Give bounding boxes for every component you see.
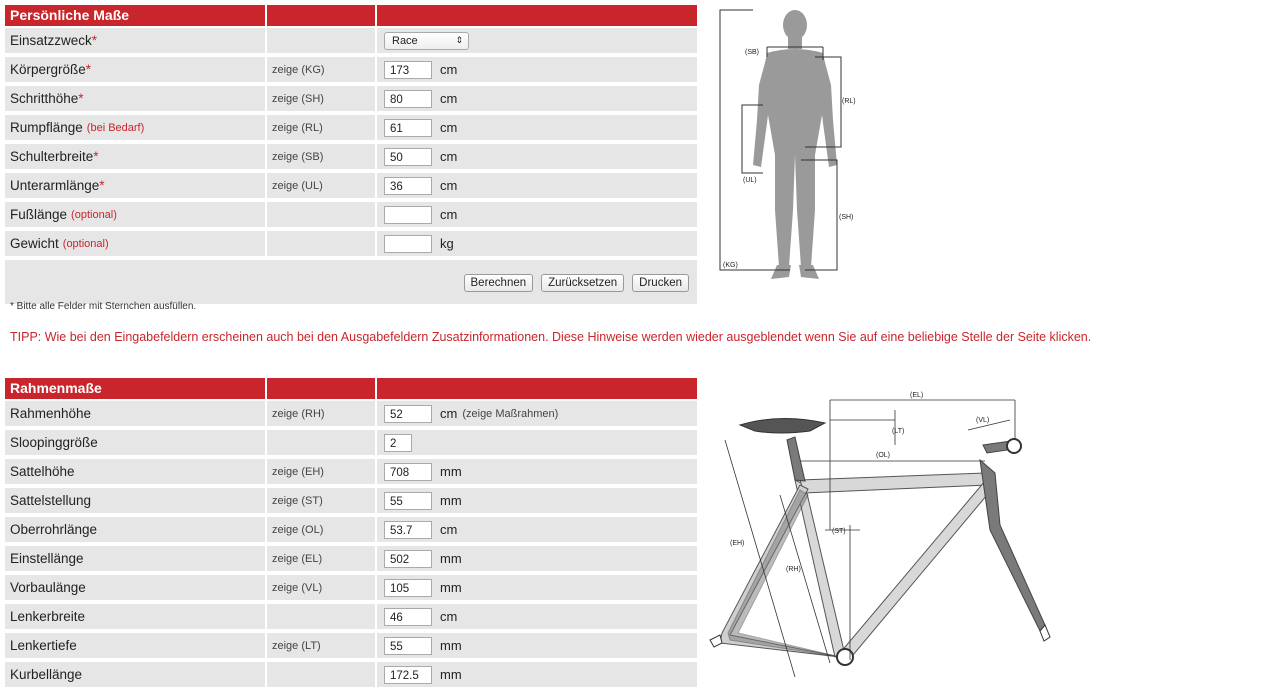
required-marker: * [85, 62, 92, 77]
label-rl: (RL) [842, 98, 856, 105]
personal-row-schritthoehe [5, 84, 697, 113]
label-rh: (RH) [786, 566, 801, 573]
show-hint-link[interactable]: zeige (KG) [272, 63, 325, 76]
frame-row-sattelhoehe [5, 457, 697, 486]
unit-label: cm [440, 178, 458, 193]
bike-frame-figure [700, 385, 1060, 677]
required-marker: * [99, 178, 105, 193]
unit-label: cm [440, 62, 458, 77]
show-hint-link[interactable]: zeige (RL) [272, 121, 323, 134]
frame-title: Rahmenmaße [5, 378, 267, 399]
show-frame-link[interactable]: (zeige Maßrahmen) [462, 407, 559, 420]
lenkertiefe-input[interactable]: 55 [384, 637, 432, 655]
select-value: Race [392, 34, 418, 47]
field-label: Unterarmlänge [10, 178, 100, 193]
gewicht-input[interactable] [384, 235, 432, 253]
optional-marker: (optional) [62, 237, 109, 250]
personal-row-fusslaenge [5, 200, 697, 229]
label-st: (ST) [832, 528, 846, 535]
field-label: Gewicht [10, 236, 59, 251]
kurbellaenge-input[interactable]: 172.5 [384, 666, 432, 684]
field-label: Sattelstellung [10, 493, 92, 508]
reset-button[interactable]: Zurücksetzen [541, 274, 624, 292]
field-label: Vorbaulänge [10, 580, 86, 595]
label-vl: (VL) [976, 417, 990, 424]
human-silhouette [753, 10, 837, 279]
label-sb: (SB) [745, 49, 759, 56]
frame-row-einstellaenge [5, 544, 697, 573]
unit-label: cm [440, 207, 458, 222]
sattelstellung-input[interactable]: 55 [384, 492, 432, 510]
field-label: Kurbellänge [10, 667, 83, 682]
field-label: Körpergröße [10, 62, 86, 77]
required-marker: * [91, 33, 98, 48]
personal-row-gewicht [5, 229, 697, 258]
frame-row-kurbellaenge [5, 660, 697, 689]
schulterbreite-input[interactable]: 50 [384, 148, 432, 166]
frame-row-lenkerbreite [5, 602, 697, 631]
show-hint-link[interactable]: zeige (UL) [272, 179, 323, 192]
show-hint-link[interactable]: zeige (VL) [272, 581, 323, 594]
frame-row-oberrohrlaenge [5, 515, 697, 544]
required-marker: * [93, 149, 99, 164]
personal-header [5, 5, 697, 26]
unit-label: cm [440, 522, 458, 537]
sloopinggroesse-input[interactable]: 2 [384, 434, 412, 452]
show-hint-link[interactable]: zeige (LT) [272, 639, 321, 652]
personal-row-schulterbreite [5, 142, 697, 171]
unit-label: cm [440, 609, 458, 624]
frame-header [5, 378, 697, 399]
show-hint-link[interactable]: zeige (EL) [272, 552, 323, 565]
field-label: Sloopinggröße [10, 435, 98, 450]
label-ol: (OL) [876, 452, 890, 459]
field-label: Lenkerbreite [10, 609, 86, 624]
unit-label: mm [440, 638, 462, 653]
unit-label: cm [440, 149, 458, 164]
field-label: Lenkertiefe [10, 638, 77, 653]
required-note: * Bitte alle Felder mit Sternchen ausfüllen. [10, 301, 197, 312]
field-label: Rumpflänge [10, 120, 83, 135]
rahmenhoehe-input[interactable]: 52 [384, 405, 432, 423]
field-label: Fußlänge [10, 207, 68, 222]
personal-measures-table [5, 5, 697, 304]
unit-label: mm [440, 493, 462, 508]
frame-row-vorbaulaenge [5, 573, 697, 602]
frame-row-sloopinggroesse [5, 428, 697, 457]
unit-label: mm [440, 464, 462, 479]
unit-label: kg [440, 236, 454, 251]
unit-label: mm [440, 580, 462, 595]
optional-marker: (bei Bedarf) [86, 121, 145, 134]
rumpflaenge-input[interactable]: 61 [384, 119, 432, 137]
field-label: Sattelhöhe [10, 464, 75, 479]
field-label: Rahmenhöhe [10, 406, 92, 421]
personal-row-unterarmlaenge [5, 171, 697, 200]
required-marker: * [78, 91, 84, 106]
tip-text: TIPP: Wie bei den Eingabefeldern erscheinen auch bei den Ausgabefeldern Zusatzinformationen. Diese Hinweise werden wieder ausgeblendet wenn Sie auf eine beliebige Stelle der Seite klicken. [10, 330, 1092, 344]
unit-label: cm [440, 120, 458, 135]
unterarmlaenge-input[interactable]: 36 [384, 177, 432, 195]
select-arrow-icon: ⇕ [455, 35, 463, 45]
field-label: Oberrohrlänge [10, 522, 98, 537]
label-ul: (UL) [743, 177, 757, 184]
body-measure-figure [715, 5, 865, 287]
calculate-button[interactable]: Berechnen [464, 274, 534, 292]
show-hint-link[interactable]: zeige (OL) [272, 523, 324, 536]
personal-title: Persönliche Maße [5, 5, 267, 26]
frame-measures-table [5, 378, 697, 689]
purpose-select[interactable] [384, 32, 469, 50]
vorbaulaenge-input[interactable]: 105 [384, 579, 432, 597]
personal-row-koerpergroesse [5, 55, 697, 84]
show-hint-link[interactable]: zeige (EH) [272, 465, 324, 478]
show-hint-link[interactable]: zeige (SB) [272, 150, 324, 163]
unit-label: cm [440, 91, 458, 106]
personal-row-einsatzzweck [5, 26, 697, 55]
field-label: Schulterbreite [10, 149, 94, 164]
unit-label: cm [440, 406, 458, 421]
print-button[interactable]: Drucken [632, 274, 689, 292]
frame-row-sattelstellung [5, 486, 697, 515]
label-lt: (LT) [892, 428, 905, 435]
field-label: Einstellänge [10, 551, 84, 566]
show-hint-link[interactable]: zeige (RH) [272, 407, 325, 420]
field-label: Einsatzzweck [10, 33, 92, 48]
lenkerbreite-input[interactable]: 46 [384, 608, 432, 626]
optional-marker: (optional) [71, 208, 117, 221]
sattelhoehe-input[interactable]: 708 [384, 463, 432, 481]
oberrohrlaenge-input[interactable]: 53.7 [384, 521, 432, 539]
fusslaenge-input[interactable] [384, 206, 432, 224]
button-row [5, 258, 697, 304]
schritthoehe-input[interactable]: 80 [384, 90, 432, 108]
label-kg: (KG) [723, 262, 738, 269]
show-hint-link[interactable]: zeige (ST) [272, 494, 323, 507]
label-sh: (SH) [839, 214, 854, 221]
label-el: (EL) [910, 392, 924, 399]
unit-label: mm [440, 551, 462, 566]
koerpergroesse-input[interactable]: 173 [384, 61, 432, 79]
show-hint-link[interactable]: zeige (SH) [272, 92, 324, 105]
personal-row-rumpflaenge [5, 113, 697, 142]
label-eh: (EH) [730, 540, 745, 547]
frame-row-lenkertiefe [5, 631, 697, 660]
field-label: Schritthöhe [10, 91, 79, 106]
frame-row-rahmenhoehe [5, 399, 697, 428]
unit-label: mm [440, 667, 462, 682]
einstellaenge-input[interactable]: 502 [384, 550, 432, 568]
